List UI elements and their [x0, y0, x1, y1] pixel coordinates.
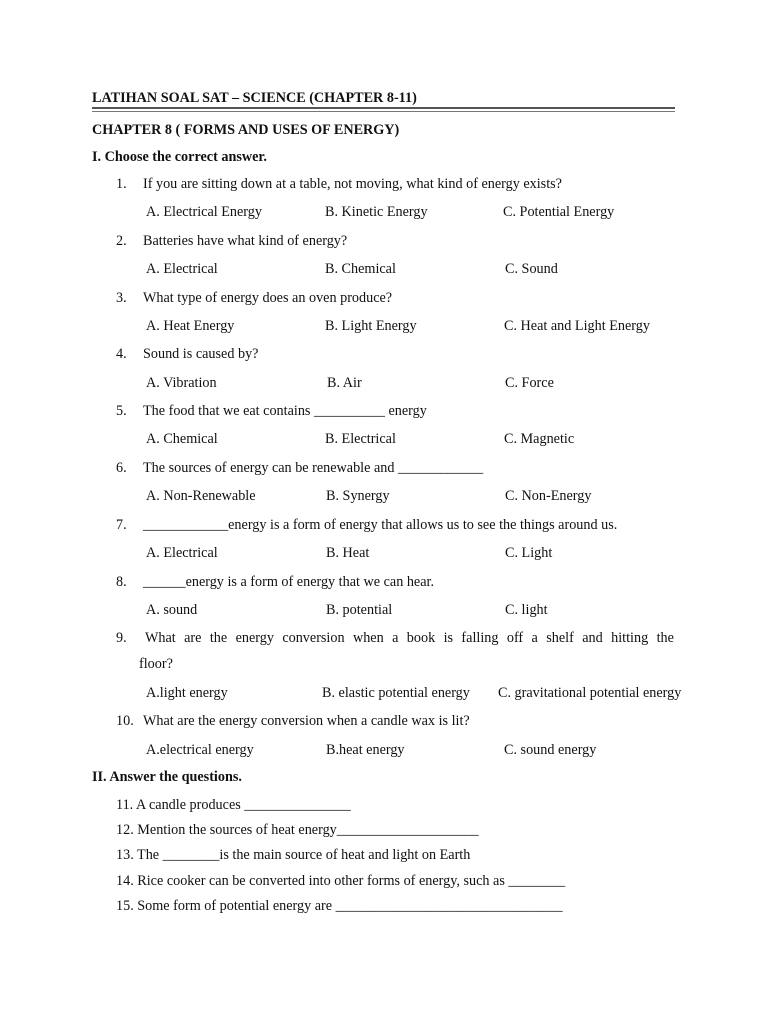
question-text: The food that we eat contains __________ energy: [143, 403, 427, 419]
essay-question-13: 13. The ________is the main source of heat and light on Earth: [116, 847, 471, 863]
question-number: 3.: [116, 290, 127, 306]
chapter-title: CHAPTER 8 ( FORMS AND USES OF ENERGY): [92, 122, 400, 138]
option-b: B. Electrical: [325, 431, 396, 447]
question-text-line-1: [145, 629, 674, 647]
option-a: A. Electrical: [146, 261, 218, 277]
question-text: The sources of energy can be renewable and ____________: [143, 460, 484, 476]
question-text: Sound is caused by?: [143, 346, 259, 362]
word: What: [145, 630, 176, 646]
word: the: [209, 630, 228, 646]
document-title: LATIHAN SOAL SAT – SCIENCE (CHAPTER 8-11): [92, 90, 417, 106]
question-number: 6.: [116, 460, 127, 476]
question-number: 4.: [116, 346, 127, 362]
word: falling: [461, 630, 499, 646]
question-number: 1.: [116, 176, 127, 192]
option-c: C. Potential Energy: [503, 204, 615, 220]
word: are: [184, 630, 202, 646]
option-c: C. sound energy: [504, 742, 597, 758]
essay-question-15: 15. Some form of potential energy are ________________________________: [116, 898, 563, 914]
option-a: A. Electrical Energy: [146, 204, 262, 220]
option-b: B. Chemical: [325, 261, 396, 277]
option-c: C. gravitational potential energy: [498, 685, 682, 701]
question-text-line-2: floor?: [139, 656, 173, 672]
word: book: [406, 630, 436, 646]
question-text: ______energy is a form of energy that we can hear.: [143, 574, 435, 590]
option-c: C. light: [505, 602, 548, 618]
word: off: [506, 630, 524, 646]
word: a: [392, 630, 399, 646]
option-a: A. Non-Renewable: [146, 488, 256, 504]
question-number: 7.: [116, 517, 127, 533]
question-number: 2.: [116, 233, 127, 249]
section-1-title: I. Choose the correct answer.: [92, 149, 267, 165]
option-b: B. Synergy: [326, 488, 390, 504]
word: when: [352, 630, 384, 646]
question-text: If you are sitting down at a table, not moving, what kind of energy exists?: [143, 176, 562, 192]
word: is: [443, 630, 454, 646]
title-rule-thick: [92, 107, 675, 109]
word: a: [531, 630, 538, 646]
option-b: B. elastic potential energy: [322, 685, 470, 701]
section-2-title: II. Answer the questions.: [92, 769, 242, 785]
option-a: A. Vibration: [146, 375, 217, 391]
option-c: C. Sound: [505, 261, 558, 277]
option-b: B. Light Energy: [325, 318, 417, 334]
word: and: [582, 630, 603, 646]
option-c: C. Heat and Light Energy: [504, 318, 650, 334]
title-rule-thin: [92, 111, 675, 112]
question-text: Batteries have what kind of energy?: [143, 233, 348, 249]
word: shelf: [546, 630, 574, 646]
question-text: ____________energy is a form of energy that allows us to see the things around us.: [143, 517, 618, 533]
option-c: C. Non-Energy: [505, 488, 592, 504]
option-b: B. Air: [327, 375, 362, 391]
option-c: C. Light: [505, 545, 553, 561]
option-a: A. Electrical: [146, 545, 218, 561]
word: the: [656, 630, 674, 646]
option-a: A. Heat Energy: [146, 318, 235, 334]
essay-question-12: 12. Mention the sources of heat energy____________________: [116, 822, 479, 838]
word: energy: [235, 630, 274, 646]
option-b: B. Heat: [326, 545, 370, 561]
question-number: 5.: [116, 403, 127, 419]
word: hitting: [611, 630, 649, 646]
question-text: What type of energy does an oven produce?: [143, 290, 393, 306]
question-number: 10.: [116, 713, 134, 729]
option-c: C. Magnetic: [504, 431, 575, 447]
option-b: B. potential: [326, 602, 393, 618]
question-number: 9.: [116, 630, 127, 646]
option-a: A.electrical energy: [146, 742, 254, 758]
option-a: A. Chemical: [146, 431, 218, 447]
option-a: A.light energy: [146, 685, 228, 701]
option-a: A. sound: [146, 602, 198, 618]
word: conversion: [282, 630, 345, 646]
option-b: B. Kinetic Energy: [325, 204, 428, 220]
question-number: 8.: [116, 574, 127, 590]
question-text: What are the energy conversion when a candle wax is lit?: [143, 713, 470, 729]
essay-question-11: 11. A candle produces _______________: [116, 797, 351, 813]
essay-question-14: 14. Rice cooker can be converted into other forms of energy, such as ________: [116, 873, 566, 889]
option-c: C. Force: [505, 375, 554, 391]
option-b: B.heat energy: [326, 742, 405, 758]
